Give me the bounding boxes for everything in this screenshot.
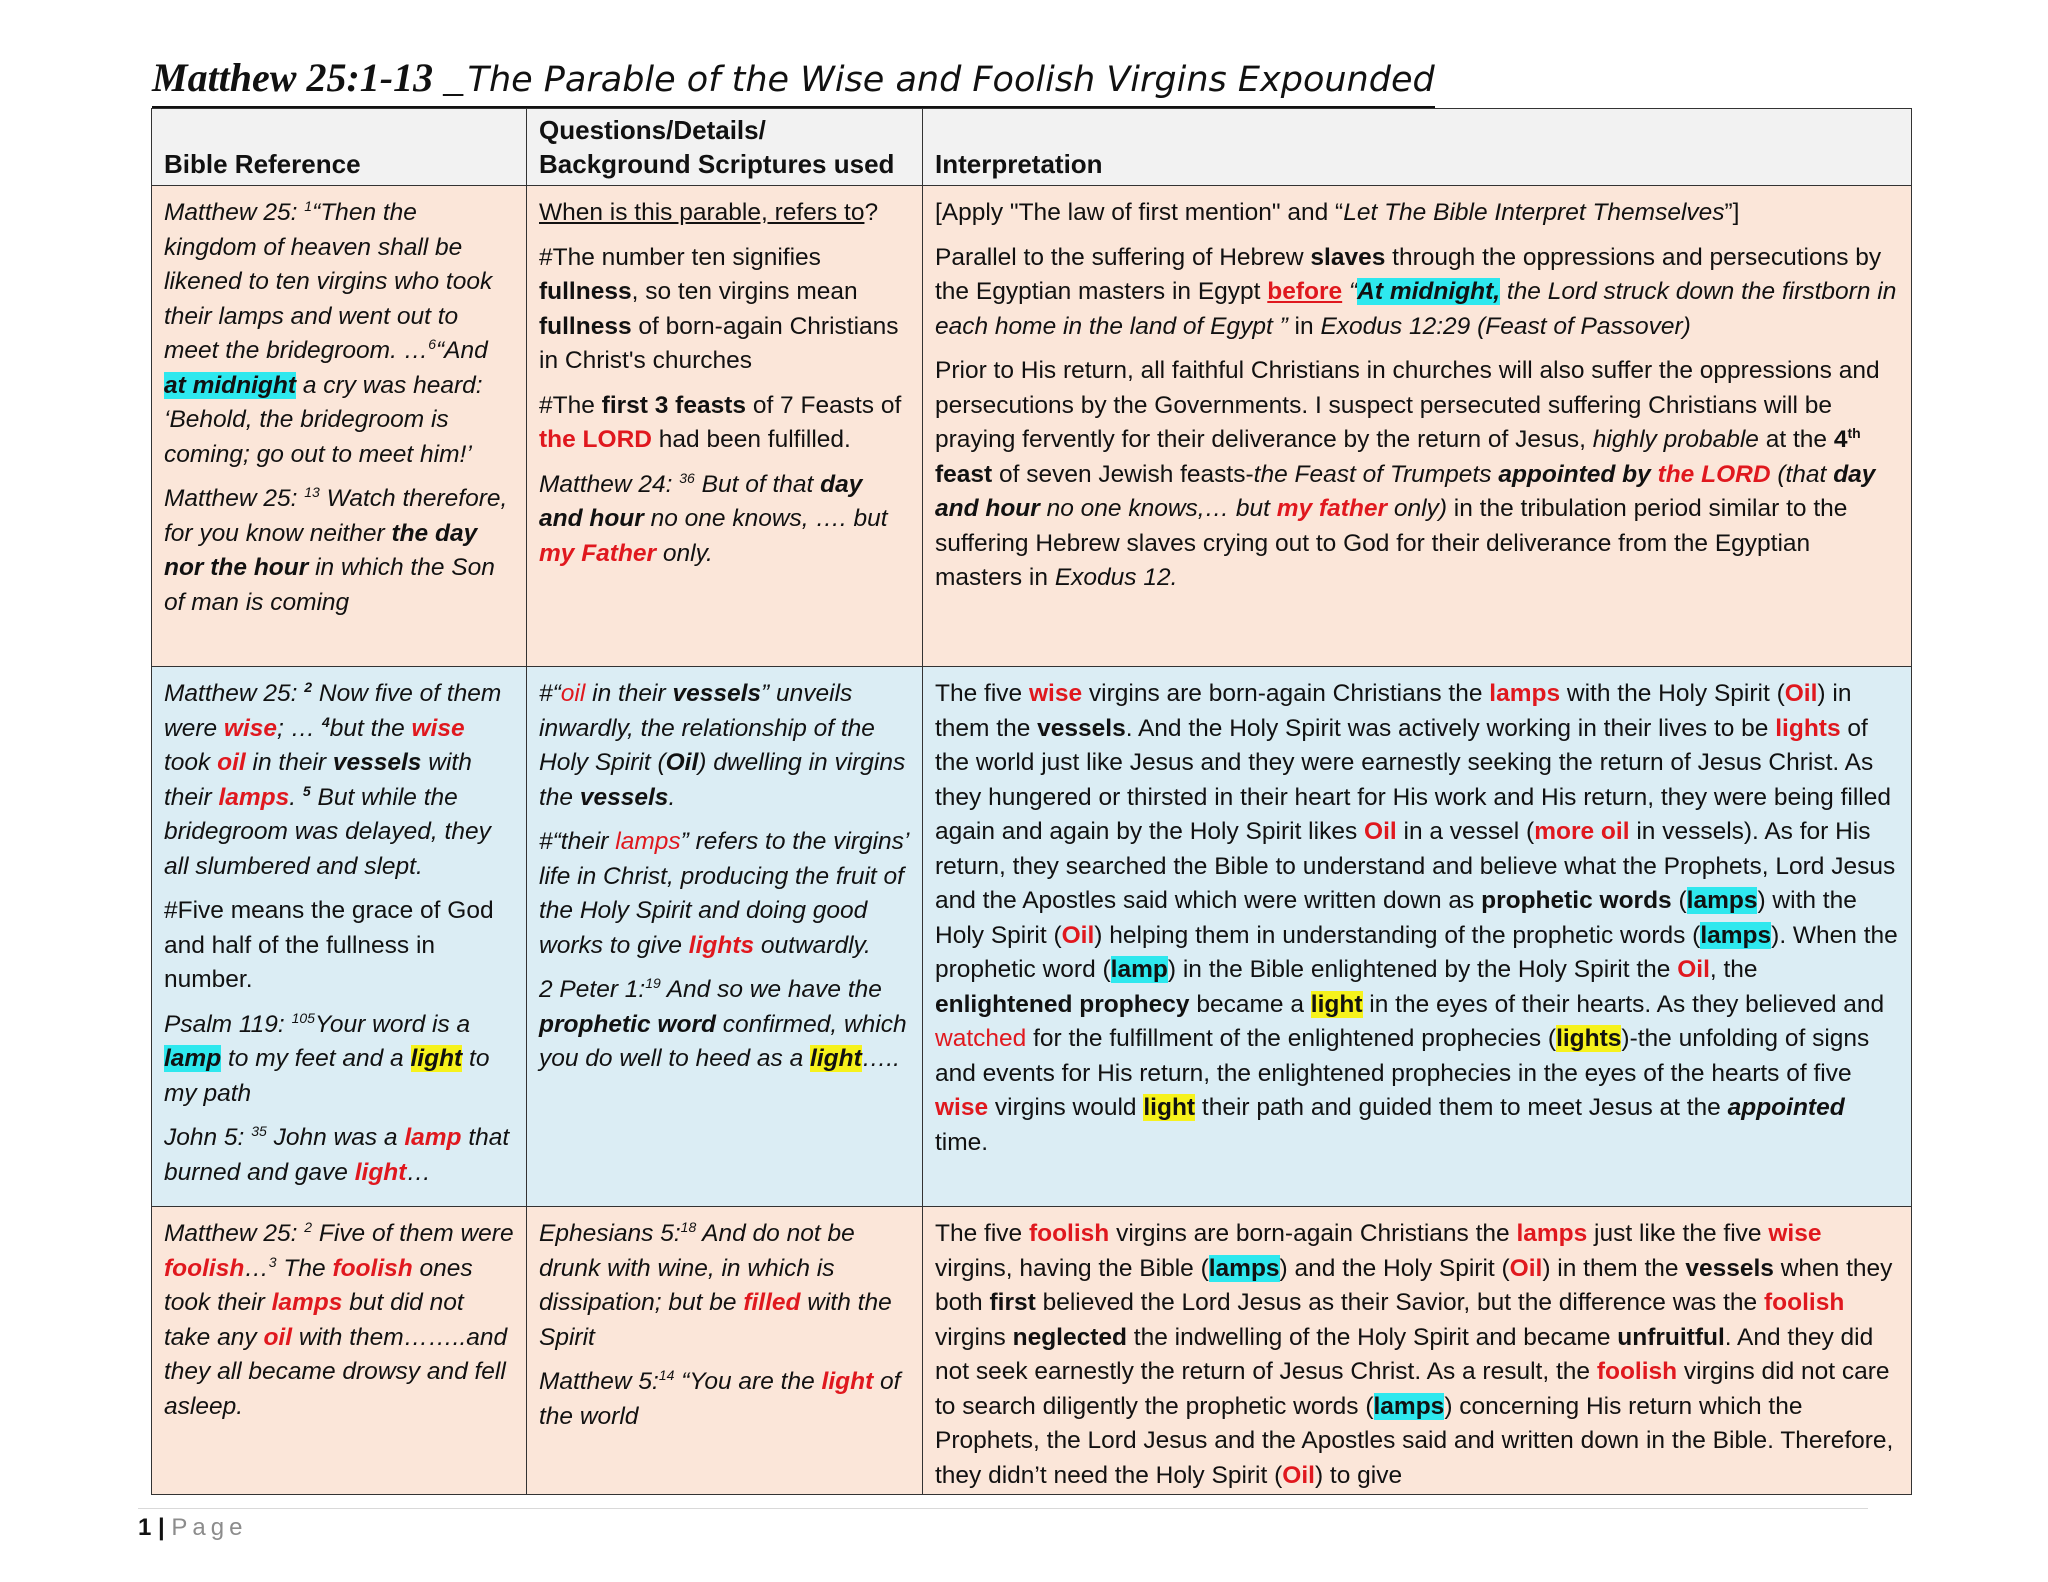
footer-separator: | xyxy=(151,1514,172,1541)
row3-ref-paragraph-1: Matthew 25: $^2$ Five of them were foolish…$^3$ The foolish ones took their lamps but did not take any oil with them……..and they all became drowsy and fell asleep. xyxy=(164,1218,514,1420)
footer-divider xyxy=(138,1508,1868,1509)
row2-ref-paragraph-3: Psalm 119: $^{105}$Your word is a lamp to my feet and a light to my path xyxy=(164,1009,490,1107)
parable-table xyxy=(151,108,1912,1495)
row3-interp-clip xyxy=(935,1217,1899,1488)
cell-details xyxy=(527,186,923,667)
row1-interp-paragraph-2: Parallel to the suffering of Hebrew slaves through the oppressions and persecutions by the Egyptian masters in Egypt before “At midnight, the Lord struck down the firstborn in each home in the land of Egypt ” in Exodus 12:29 (Feast of Passover) xyxy=(935,243,1897,340)
row2-interp-paragraph-1: The five wise virgins are born-again Christians the lamps with the Holy Spirit (Oil) in them the vessels. And the Holy Spirit was actively working in their lives to be lights of the world just like Jesus and they were earnestly seeking the return of Jesus Christ. As they hungered or thirsted in their heart for His work and His return, they were being filled again and again by the Holy Spirit likes Oil in a vessel (more oil in vessels). As for His return, they searched the Bible to understand and believe what the Prophets, Lord Jesus and the Apostles said which were written down as prophetic words (lamps) with the Holy Spirit (Oil) helping them in understanding of the prophetic words (lamps). When the prophetic word (lamp) in the Bible enlightened by the Holy Spirit the Oil, the enlightened prophecy became a light in the eyes of their hearts. As they believed and watched for the fulfillment of the enlightened prophecies (lights)-the unfolding of signs and events for His return, the enlightened prophecies in the eyes of the hearts of five wise virgins would light their path and guided them to meet Jesus at the appointed time. xyxy=(935,680,1898,1156)
page-word: Page xyxy=(171,1514,248,1541)
header-questions-details: Questions/Details/ Background Scriptures used xyxy=(527,109,923,186)
row3-details-paragraph-1: Ephesians 5:$^{18}$ And do not be drunk with wine, in which is dissipation; but be filled with the Spirit xyxy=(539,1218,892,1351)
row1-details-paragraph-3: #The first 3 feasts of 7 Feasts of the LORD had been fulfilled. xyxy=(539,391,902,453)
cell-details xyxy=(527,667,923,1207)
row3-interp-paragraph-1: The five foolish virgins are born-again Christians the lamps just like the five wise virgins, having the Bible (lamps) and the Holy Spirit (Oil) in them the vessels when they both first believed the Lord Jesus as their Savior, but the difference was the foolish virgins neglected the indwelling of the Holy Spirit and became unfruitful. And they did not seek earnestly the return of Jesus Christ. As a result, the foolish virgins did not care to search diligently the prophetic words (lamps) concerning His return which the Prophets, the Lord Jesus and the Apostles said and written down in the Bible. Therefore, they didn’t need the Holy Spirit (Oil) to give xyxy=(935,1220,1894,1488)
row1-ref-paragraph-1: Matthew 25: $^1$“Then the kingdom of heaven shall be likened to ten virgins who took their lamps and went out to meet the bridegroom. …$^6$“And at midnight a cry was heard: ‘Behold, the bridegroom is coming; go out to meet him!’ xyxy=(164,197,493,468)
title-separator: _ xyxy=(433,55,464,100)
document-title xyxy=(152,50,1435,108)
row2-details-paragraph-3: 2 Peter 1:$^{19}$ And so we have the prophetic word confirmed, which you do well to heed as a light….. xyxy=(539,974,907,1072)
cell-reference xyxy=(152,1207,527,1495)
cell-details xyxy=(527,1207,923,1495)
row1-details-paragraph-4: Matthew 24: $^{36}$ But of that day and hour no one knows, …. but my Father only. xyxy=(539,469,888,567)
page-footer xyxy=(138,1514,247,1542)
title-name: The Parable of the Wise and Foolish Virgins Expounded xyxy=(467,60,1435,100)
cell-reference xyxy=(152,186,527,667)
row3-details-paragraph-2: Matthew 5:$^{14}$ “You are the light of the world xyxy=(539,1366,901,1430)
row2-ref-paragraph-4: John 5: $^{35}$ John was a lamp that burned and gave light… xyxy=(164,1122,510,1186)
row2-ref-paragraph-2: #Five means the grace of God and half of the fullness in number. xyxy=(164,897,494,993)
title-reference: Matthew 25:1-13 xyxy=(152,55,434,100)
header-bible-reference: Bible Reference xyxy=(152,109,527,186)
cell-interpretation xyxy=(923,667,1912,1207)
row1-details-paragraph-2: #The number ten signifies fullness, so ten virgins mean fullness of born-again Christians in Christ's churches xyxy=(539,243,899,374)
cell-interpretation xyxy=(923,186,1912,667)
row1-interp-paragraph-1: [Apply "The law of first mention" and “Let The Bible Interpret Themselves”] xyxy=(935,199,1740,226)
table-row xyxy=(152,186,1912,667)
row2-ref-paragraph-1: Matthew 25: $^2$ Now five of them were wise; … $^4$but the wise took oil in their vessels with their lamps. $^5$ But while the bridegroom was delayed, they all slumbered and slept. xyxy=(164,678,502,880)
row2-details-paragraph-1: #“oil in their vessels” unveils inwardly, the relationship of the Holy Spirit (Oil) dwelling in virgins the vessels. xyxy=(539,680,906,811)
cell-reference xyxy=(152,667,527,1207)
page-number: 1 xyxy=(138,1514,152,1541)
row1-ref-paragraph-2: Matthew 25: $^{13}$ Watch therefore, for you know neither the day nor the hour in which the Son of man is coming xyxy=(164,483,508,616)
row2-details-paragraph-2: #“their lamps” refers to the virgins’ life in Christ, producing the fruit of the Holy Spirit and doing good works to give lights outwardly. xyxy=(539,828,909,959)
header-row xyxy=(152,109,1912,186)
table-row xyxy=(152,1207,1912,1495)
cell-interpretation xyxy=(923,1207,1912,1495)
header-interpretation: Interpretation xyxy=(923,109,1912,186)
row1-interp-paragraph-3: Prior to His return, all faithful Christians in churches will also suffer the oppressions and persecutions by the Governments. I suspect persecuted suffering Christians will be praying fervently for their deliverance by the return of Jesus, highly probable at the 4th feast of seven Jewish feasts-the Feast of Trumpets appointed by the LORD (that day and hour no one knows,… but my father only) in the tribulation period similar to the suffering Hebrew slaves crying out to God for their deliverance from the Egyptian masters in Exodus 12. xyxy=(935,357,1880,591)
row1-details-paragraph-1: When is this parable, refers to? xyxy=(539,199,879,226)
table-row xyxy=(152,667,1912,1207)
